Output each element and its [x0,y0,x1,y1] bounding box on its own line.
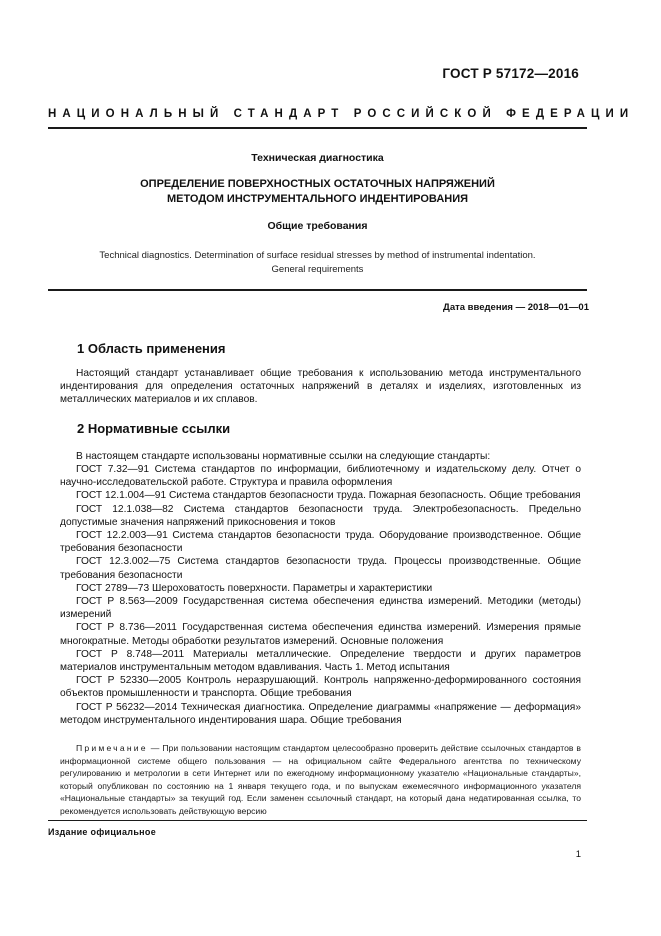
introduction-date: Дата введения — 2018—01—01 [443,302,589,313]
reference-item: ГОСТ 12.1.004—91 Система стандартов безопасности труда. Пожарная безопасность. Общие требования [76,490,581,502]
note-paragraph [60,742,581,818]
english-title [48,249,587,277]
document-title [48,177,587,207]
reference-item: ГОСТ Р 56232—2014 Техническая диагностика. Определение диаграммы «напряжение — деформация» методом инструментального индентирования шара. Общие требования [60,701,581,726]
english-title-line2: General requirements [271,264,364,275]
document-subtitle: Общие требования [267,220,368,232]
references-list [60,463,581,727]
edition-label: Издание официальное [48,827,157,837]
reference-item: ГОСТ Р 8.748—2011 Материалы металлические. Определение твердости и других параметров материалов инструментальным методом вдавливания. Часть 1. Метод испытания [60,648,581,674]
reference-item: ГОСТ 12.2.003—91 Система стандартов безопасности труда. Оборудование производственное. Общие требования безопасности [60,530,581,555]
note-label: Примечание [76,743,148,753]
reference-item: ГОСТ 7.32—91 Система стандартов по информации, библиотечному и издательскому делу. Отчет о научно-исследовательской работе. Структура и правила оформления [60,464,581,489]
header-rule [48,127,587,129]
gost-number: ГОСТ Р 57172—2016 [442,66,579,81]
national-standard-banner: НАЦИОНАЛЬНЫЙ СТАНДАРТ РОССИЙСКОЙ ФЕДЕРАЦИИ [48,108,635,120]
document-title-line1: ОПРЕДЕЛЕНИЕ ПОВЕРХНОСТНЫХ ОСТАТОЧНЫХ НАПРЯЖЕНИЙ [140,178,495,190]
english-title-line1: Technical diagnostics. Determination of surface residual stresses by method of instrumental indentation. [99,250,536,261]
document-title-line2: МЕТОДОМ ИНСТРУМЕНТАЛЬНОГО ИНДЕНТИРОВАНИЯ [166,193,469,205]
section-1-body: Настоящий стандарт устанавливает общие требования к использованию метода инструментального индентирования для определения остаточных напряжений в деталях и изделиях, изготовленных из металлических материалов и их сплавов. [60,368,581,406]
note-text: — При пользовании настоящим стандартом целесообразно проверить действие ссылочных стандартов в информационной системе общего пользования — на официальном сайте Федерального агентства по техническому регулированию и метрологии в сети Интернет или по ежегодному информационному указателю «Национальные стандарты», который опубликован по состоянию на 1 января текущего года, и по выпускам ежемесячного информационного указателя «Национальные стандарты» за текущий год. Если заменен ссылочный стандарт, на который дана недатированная ссылка, то рекомендуется использовать действующую версию [60,743,581,816]
title-rule [48,289,587,291]
reference-item: ГОСТ Р 8.736—2011 Государственная система обеспечения единства измерений. Измерения прямые многократные. Методы обработки результатов измерений. Основные положения [60,622,581,647]
footer-rule [48,820,587,821]
section-2-intro-block [60,450,581,463]
section-2-heading: 2 Нормативные ссылки [77,421,231,436]
reference-item: ГОСТ 2789—73 Шероховатость поверхности. Параметры и характеристики [76,582,433,594]
section-2-intro: В настоящем стандарте использованы нормативные ссылки на следующие стандарты: [76,451,491,462]
reference-item: ГОСТ 12.3.002—75 Система стандартов безопасности труда. Процессы производственные. Общие требования безопасности [60,556,581,581]
page-number: 1 [575,849,581,860]
reference-item: ГОСТ Р 8.563—2009 Государственная система обеспечения единства измерений. Методики (методы) измерений [60,596,581,621]
reference-item: ГОСТ Р 52330—2005 Контроль неразрушающий. Контроль напряженно-деформированного состояния объектов промышленности и транспорта. Общие требования [60,675,581,700]
reference-item: ГОСТ 12.1.038—82 Система стандартов безопасности труда. Электробезопасность. Предельно допустимые значения напряжений прикосновения и токов [60,503,581,528]
document-topic: Техническая диагностика [251,152,384,164]
section-1-heading: 1 Область применения [77,341,226,356]
section-1-text [60,367,581,407]
